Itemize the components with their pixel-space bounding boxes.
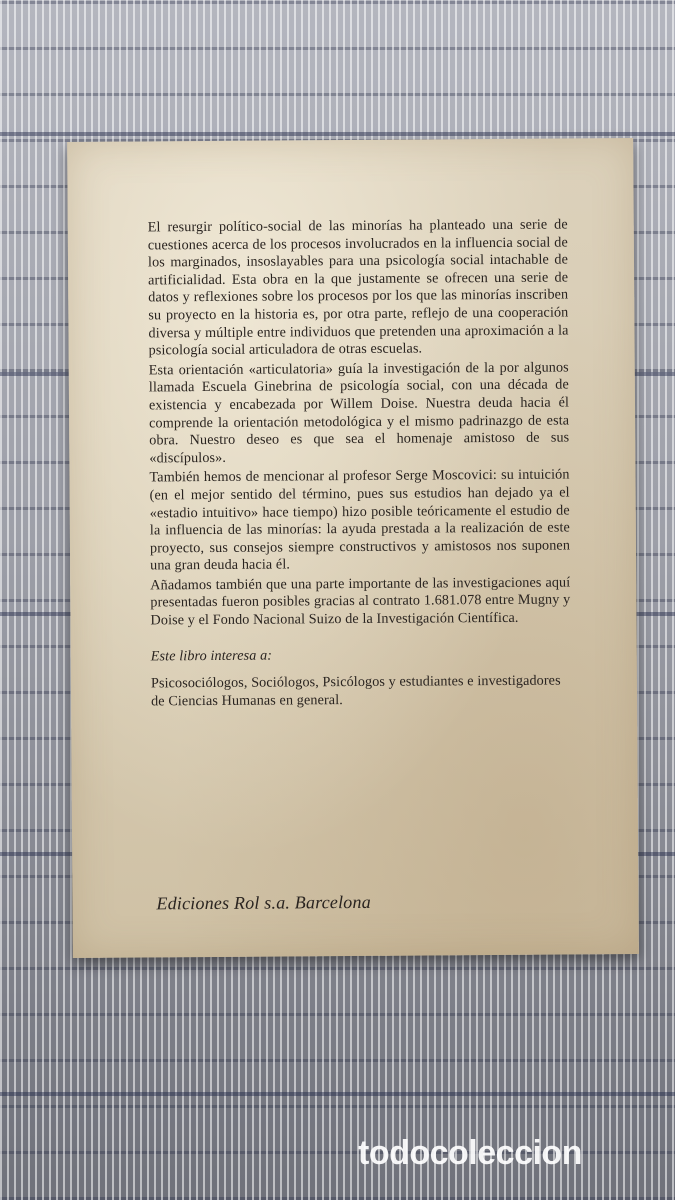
blurb-paragraph-1: El resurgir político-social de las minorías ha planteado una serie de cuestiones acerca de los procesos involucrados en la influencia social de los marginados, insoslayables para una psicología social intachable de artificialidad. Esta obra en la que justamente se ofrecen una serie de datos y reflexiones sobre los procesos por los que las minorías inscriben su proyecto en la historia es, por otra parte, reflejo de una cooperación diversa y múltiple entre individuos que pretenden una aproximación a la psicología social articuladora de otras escuelas. [147, 216, 569, 359]
fabric-stripe [0, 1092, 675, 1096]
interest-label: Este libro interesa a: [150, 647, 273, 665]
publisher-imprint: Ediciones Rol s.a. Barcelona [156, 891, 371, 914]
blurb-paragraph-3: También hemos de mencionar al profesor Serge Moscovici: su intuición (en el mejor sentido del término, pues sus estudios han dejado ya el «estadio intuitivo» hace tiempo) hizo posible teóricamente el estudio de la influencia de las minorías: la ayuda prestada a la realización de este proyecto, sus consejos siempre constructivos y amistosos nos suponen una gran deuda hacia él. [149, 466, 571, 574]
watermark-logo: todocoleccion [358, 1134, 582, 1172]
audience-text: Psicosociólogos, Sociólogos, Psicólogos y estudiantes e investigadores de Ciencias Humanas en general. [150, 672, 561, 710]
blurb-paragraph-2: Esta orientación «articulatoria» guía la investigación de la por algunos llamada Escuela Ginebrina de psicología social, con una década de existencia y encabezada por Willem Doise. Nuestra deuda hacia él comprende la orientación metodológica y el mismo padrinazgo de esta obra. Nuestro deseo es que sea el homenaje amistoso de sus «discípulos». [148, 359, 570, 467]
blurb-paragraph-4: Añadamos también que una parte importante de las investigaciones aquí presentadas fueron posibles gracias al contrato 1.681.078 entre Mugny y Doise y el Fondo Nacional Suizo de la Investigación Científica. [150, 574, 571, 629]
fabric-stripe [0, 132, 675, 136]
blurb-text [148, 216, 571, 710]
book-back-cover [67, 138, 639, 958]
